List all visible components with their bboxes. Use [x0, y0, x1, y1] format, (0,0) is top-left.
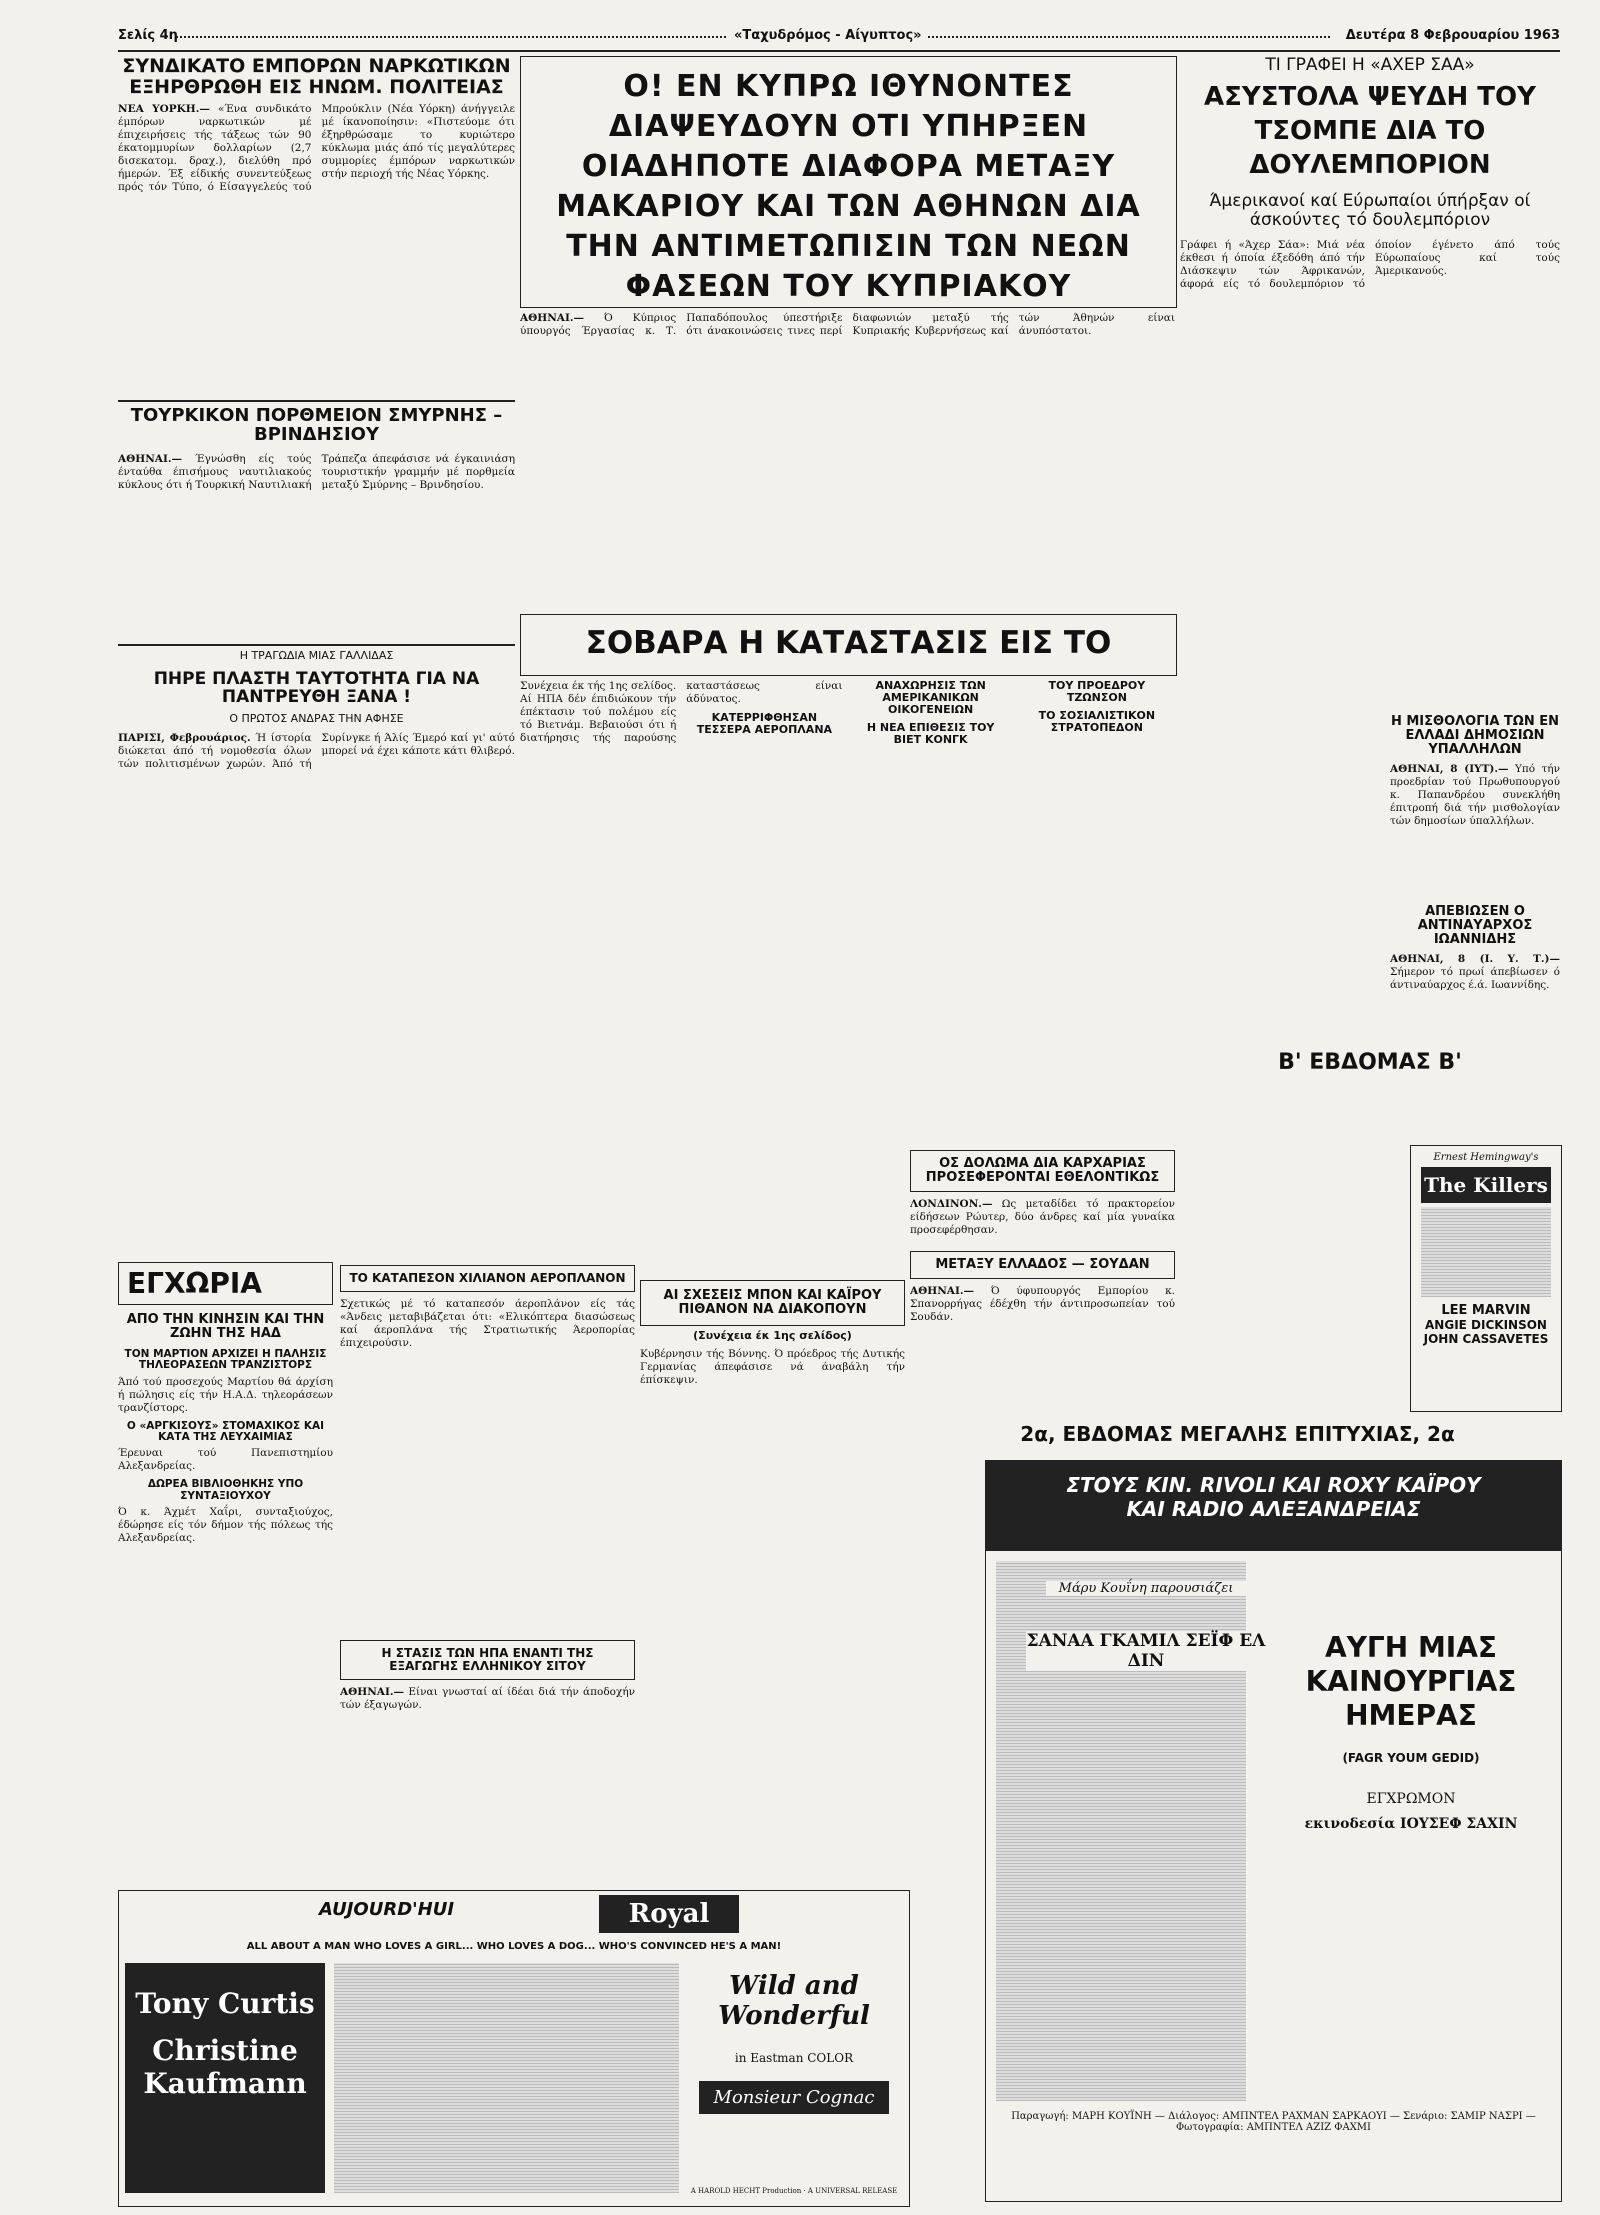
headline-narcotics: ΣΥΝΔΙΚΑΤΟ ΕΜΠΟΡΩΝ ΝΑΡΚΩΤΙΚΩΝ ΕΞΗΡΘΡΩΘΗ ΕΙΣ ΗΝΩΜ. ΠΟΛΙΤΕΙΑΣ: [122, 56, 511, 98]
article-gallida: [118, 650, 515, 1255]
dateline-karcharias: ΛΟΝΔΙΝΟΝ.—: [910, 1198, 993, 1211]
article-apebiosen: [1390, 905, 1560, 1030]
text-chora-3: Ό κ. Άχμέτ Χαΐρι, συνταξιούχος, έδώρησε είς τόν δήμον τής πόλεως τής Αλεξανδρείας.: [118, 1506, 333, 1545]
text-akher: Γράφει ή «Άχερ Σάα»: Μιά νέα έκθεσι ή όποία έξεδόθη άπό τήν Διάσκεψιν τών Άφρικανών, άφορά είς τό δουλεμπόριον τό όποίον έγένετο άπό τούς Εύρωπαίους καί τούς Άμερικανούς.: [1180, 239, 1560, 291]
epityxia-label: 2α, ΕΒΔΟΜΑΣ ΜΕΓΑΛΗΣ ΕΠΙΤΥΧΙΑΣ, 2α: [1020, 1422, 1455, 1446]
paper-name: «Ταχυδρόμος - Αίγυπτος»: [728, 28, 928, 43]
sub-chora-3: ΔΩΡΕΑ ΒΙΒΛΙΟΘΗΚΗΣ ΥΠΟ ΣΥΝΤΑΞΙΟΥΧΟΥ: [147, 1478, 304, 1502]
headline-sitos: Η ΣΤΑΣΙΣ ΤΩΝ ΗΠΑ ΕΝΑΝΤΙ ΤΗΣ ΕΞΑΓΩΓΗΣ ΕΛΛΗΝΙΚΟΥ ΣΙΤΟΥ: [340, 1640, 635, 1680]
text-lead: Ό Κύπριος ύπουργός Έργασίας κ. Τ. Παπαδόπουλος ύπεστήριξε ότι άνακοινώσεις τινες περί διαφωνιών μεταξύ τής Κυπριακής Κυβερνήσεως καί τών Άθηνών είναι άνυπόστατοι.: [520, 312, 1175, 337]
ad-cinema-royal: Royal: [599, 1895, 739, 1933]
killers-cast-1: LEE MARVIN: [1441, 1303, 1531, 1318]
text-mpon: Κυβέρνησιν τής Βόννης. Ό πρόεδρος τής Δυτικής Γερμανίας άπεφάσισε νά άναβάλη τήν έπίσκεψιν.: [640, 1347, 905, 1386]
rule: [118, 644, 515, 646]
section-chora: [118, 1262, 333, 1982]
text-gallida: Ή ίστορία διώκεται άπό τή νομοθεσία όλων τών πολιτισμένων χωρών. Άπό τή Συρίνγκε ή Άλίς Έμερό καί γι' αύτό μπορεί νά έχει κάποτε κάτι θλιβερό.: [118, 732, 515, 771]
sub-chora-2: Ο «ΑΡΓΚΙΣΟΥΣ» ΣΤΟΜΑΧΙΚΟΣ ΚΑΙ ΚΑΤΑ ΤΗΣ ΛΕΥΧΑΙΜΙΑΣ: [126, 1419, 325, 1444]
killers-photo: [1421, 1207, 1551, 1297]
rivoli-title: ΑΥΓΗ ΜΙΑΣ ΚΑΙΝΟΥΡΓΙΑΣ ΗΜΕΡΑΣ: [1305, 1631, 1517, 1732]
cont-mpon: (Συνέχεια έκ 1ης σελίδος): [693, 1329, 852, 1343]
ad-title: Wild and Wonderful: [718, 1971, 870, 2031]
article-ferry: [118, 406, 515, 641]
headline-chora: ΑΠΟ ΤΗΝ ΚΙΝΗΣΙΝ ΚΑΙ ΤΗΝ ΖΩΗΝ ΤΗΣ ΗΑΔ: [126, 1312, 325, 1342]
headline-soudan: ΜΕΤΑΞΥ ΕΛΛΑΔΟΣ — ΣΟΥΔΑΝ: [910, 1251, 1175, 1279]
sub-vietnam-2: ΑΝΑΧΩΡΗΣΙΣ ΤΩΝ ΑΜΕΡΙΚΑΝΙΚΩΝ ΟΙΚΟΓΕΝΕΙΩΝ: [875, 680, 986, 716]
article-lead: [520, 312, 1175, 612]
masthead-underline: [118, 50, 1560, 52]
killers-cast-2: ANGIE DICKINSON: [1425, 1318, 1547, 1332]
dateline-soudan: ΑΘΗΝΑΙ.—: [910, 1285, 975, 1298]
text-vietnam: Συνέχεια έκ τής 1ης σελίδος. Αί ΗΠΑ δέν έπιδιώκουν τήν έπέκτασιν τού πολέμου είς τό Βιετνάμ. Βεβαιούσι ότι ή διατήρησις τής παρούσης καταστάσεως είναι άδύνατος.: [520, 680, 843, 744]
hebdomas-banner: [1180, 1040, 1560, 1088]
ad-rivoli: [985, 1460, 1562, 2202]
text-misthologia: Υπό τήν προεδρίαν τού Πρωθυπουργού κ. Παπανδρέου συνεκλήθη έπιτροπή διά τήν μισθολογίαν τών δημοσίων ύπαλλήλων.: [1390, 763, 1560, 828]
headline-ferry: ΤΟΥΡΚΙΚΟΝ ΠΟΡΘΜΕΙΟΝ ΣΜΥΡΝΗΣ – ΒΡΙΝΔΗΣΙΟΥ: [130, 406, 503, 446]
kicker-gallida: Η ΤΡΑΓΩΔΙΑ ΜΙΑΣ ΓΑΛΛΙΔΑΣ: [239, 650, 394, 662]
ad-star-2: Christine Kaufmann: [143, 2034, 307, 2100]
rivoli-header: [986, 1461, 1561, 1551]
rule: [118, 400, 515, 402]
rivoli-stars: ΣΑΝΑΑ ΓΚΑΜΙΛ ΣΕΪΦ ΕΛ ΔΙΝ: [1026, 1631, 1266, 1671]
ad-killers: [1410, 1145, 1562, 1412]
lead-headline-box: [520, 56, 1177, 308]
article-misthologia: [1390, 715, 1560, 895]
hebdomas-label: Β' ΕΒΔΟΜΑΣ Β': [1278, 1050, 1462, 1075]
dateline-lead: ΑΘΗΝΑΙ.—: [520, 312, 585, 324]
sub-vietnam-5: ΤΟ ΣΟΣΙΑΛΙΣΤΙΚΟΝ ΣΤΡΑΤΟΠΕΔΟΝ: [1038, 708, 1156, 734]
dateline-narcotics: ΝΕΑ ΥΟΡΚΗ.—: [118, 103, 210, 116]
article-akher: [1180, 56, 1560, 616]
brand-chora: ΕΓΧΩΡΙΑ: [118, 1262, 333, 1305]
ad-cognac: Monsieur Cognac: [699, 2081, 889, 2114]
rivoli-presents: Μάρυ Κουΐνη παρουσιάζει: [1046, 1581, 1246, 1596]
text-ferry: Έγνώσθη είς τούς ένταύθα έπισήμους ναυτιλιακούς κύκλους ότι ή Τουρκική Ναυτιλιακή Τράπεζα άπεφάσισε νά έγκαινιάση τουριστικήν γραμμήν μέ πορθμεία μεταξύ Σμύρνης – Βρινδησίου.: [118, 452, 515, 491]
text-apebiosen: Σήμερον τό πρωί άπεβίωσεν ό άντιναύαρχος έ.ά. Ιωαννίδης.: [1390, 966, 1560, 992]
dateline-gallida: ΠΑΡΙΣΙ, Φεβρουάριος.: [118, 732, 251, 745]
ad-credit: A HAROLD HECHT Production · A UNIVERSAL RELEASE: [690, 2187, 898, 2195]
headline-lead: Ο! ΕΝ ΚΥΠΡΩ ΙΘΥΝΟΝΤΕΣ ΔΙΑΨΕΥΔΟΥΝ ΟΤΙ ΥΠΗΡΞΕΝ ΟΙΑΔΗΠΟΤΕ ΔΙΑΦΟΡΑ ΜΕΤΑΞΥ ΜΑΚΑΡΙΟΥ ΚΑΙ ΤΩΝ ΑΘΗΝΩΝ ΔΙΑ ΤΗΝ ΑΝΤΙΜΕΤΩΠΙΣΙΝ ΤΩΝ ΝΕΩΝ ΦΑΣΕΩΝ ΤΟΥ ΚΥΠΡΙΑΚΟΥ: [556, 69, 1141, 304]
ad-star-panel: [125, 1963, 325, 2193]
vietnam-headline-box: [520, 614, 1177, 676]
article-sitos: [340, 1640, 635, 1880]
rivoli-original: (FAGR YOUM GEDID): [1342, 1751, 1480, 1765]
rivoli-colour: ΕΓΧΡΩΜΟΝ: [1366, 1791, 1456, 1807]
article-vietnam: [520, 680, 1175, 1150]
masthead: [118, 26, 1560, 48]
text-chora-2: Έρευναι τού Πανεπιστημίου Αλεξανδρείας.: [118, 1447, 333, 1473]
rivoli-credits: Παραγωγή: ΜΑΡΗ ΚΟΥΪΝΗ — Διάλογος: ΑΜΠΝΤΕΛ ΡΑΧΜΑΝ ΣΑΡΚΑΟΥΙ — Σενάριο: ΣΑΜΙΡ ΝΑΣΡΙ — Φωτογραφία: ΑΜΠΝΤΕΛ ΑΖΙΖ ΦΑΧΜΙ: [1011, 2111, 1536, 2133]
sub-akher: Άμερικανοί καί Εύρωπαίοι ύπήρξαν οί άσκούντες τό δουλεμπόριον: [1209, 191, 1531, 230]
killers-title: The Killers: [1421, 1167, 1551, 1203]
headline-kataptosi: ΤΟ ΚΑΤΑΠΕΣΟΝ ΧΙΛΙΑΝΟΝ ΑΕΡΟΠΛΑΝΟΝ: [340, 1265, 635, 1292]
headline-akher: ΑΣΥΣΤΟΛΑ ΨΕΥΔΗ ΤΟΥ ΤΣΟΜΠΕ ΔΙΑ ΤΟ ΔΟΥΛΕΜΠΟΡΙΟΝ: [1204, 82, 1536, 181]
killers-cast-3: JOHN CASSAVETES: [1423, 1332, 1549, 1346]
headline-vietnam: ΣΟΒΑΡΑ Η ΚΑΤΑΣΤΑΣΙΣ ΕΙΣ ΤΟ: [585, 625, 1112, 661]
dateline-ferry: ΑΘΗΝΑΙ.—: [118, 452, 183, 465]
killers-author: Ernest Hemingway's: [1433, 1152, 1539, 1163]
ad-aujourdhui: AUJOURD'HUI: [319, 1899, 455, 1920]
headline-misthologia: Η ΜΙΣΘΟΛΟΓΙΑ ΤΩΝ ΕΝ ΕΛΛΑΔΙ ΔΗΜΟΣΙΩΝ ΥΠΑΛΛΗΛΩΝ: [1390, 715, 1560, 758]
dateline-sitos: ΑΘΗΝΑΙ.—: [340, 1685, 405, 1698]
sub-vietnam-1: ΚΑΤΕΡΡΙΦΘΗΣΑΝ ΤΕΣΣΕΡΑ ΑΕΡΟΠΛΑΝΑ: [696, 711, 833, 736]
sub-vietnam-3: Η ΝΕΑ ΕΠΙΘΕΣΙΣ ΤΟΥ ΒΙΕΤ ΚΟΝΓΚ: [866, 720, 995, 746]
text-soudan: Ό ύφυπουργός Εμπορίου κ. Σπανορρήγας έδέχθη τήν άντιπροσωπείαν τού Σουδάν.: [910, 1285, 1175, 1324]
article-narcotics: [118, 56, 515, 396]
sub-gallida: Ο ΠΡΩΤΟΣ ΑΝΔΡΑΣ ΤΗΝ ΑΦΗΣΕ: [229, 711, 404, 725]
rivoli-line-1: ΣΤΟΥΣ ΚΙΝ. RIVOLI ΚΑΙ ROXY ΚΑΪΡΟΥ: [1066, 1473, 1481, 1497]
headline-apebiosen: ΑΠΕΒΙΩΣΕΝ Ο ΑΝΤΙΝΑΥΑΡΧΟΣ ΙΩΑΝΝΙΔΗΣ: [1417, 905, 1533, 948]
headline-karcharias: ΟΣ ΔΟΛΩΜΑ ΔΙΑ ΚΑΡΧΑΡΙΑΣ ΠΡΟΣΕΦΕΡΟΝΤΑΙ ΕΘΕΛΟΝΤΙΚΩΣ: [910, 1150, 1175, 1192]
dateline-misthologia: ΑΘΗΝΑΙ, 8 (ΙΥΤ).—: [1390, 763, 1509, 776]
page-number: Σελίς 4η: [118, 28, 178, 43]
article-kataptosi: [340, 1265, 635, 1615]
text-kataptosi: Σχετικώς μέ τό καταπεσόν άεροπλάνον είς τάς «Άνδεις μεταβιβάζεται ότι: «Ελικόπτερα διασώσεως καί άεροπλάνα τής Στρατιωτικής Άεροπορίας έπιχειρούσιν.: [340, 1297, 635, 1349]
text-narcotics: «Ένα συνδικάτο έμπόρων ναρκωτικών μέ έπιχειρήσεις τής τάξεως τών 90 έκατομμυρίων δολλαρίων (2,7 δισεκατομ. δραχ.), διελύθη πρό ήμερών. Έξ είδικής συνεντεύξεως πρός τόν Τύπο, ό Είσαγγελεύς τού Μπρούκλιν (Νέα Υόρκη) άνήγγειλε μέ ίκανοποίησιν: «Πιστεύομε ότι έξηρθρώσαμε το κυριώτερο κύκλωμα μιάς άπό τίς μεγαλύτερες συμμορίες έμπόρων ναρκωτικών στήν περιοχή τής Νέας Υόρκης.: [118, 103, 515, 194]
issue-date: Δευτέρα 8 Φεβρουαρίου 1963: [1345, 28, 1560, 43]
text-sitos: Είναι γνωσταί αί ίδέαι διά τήν άποδοχήν τών έξαγωγών.: [340, 1685, 635, 1711]
ad-photo: [334, 1963, 679, 2193]
kicker-akher: ΤΙ ΓΡΑΦΕΙ Η «ΑΧΕΡ ΣΑΑ»: [1265, 56, 1475, 75]
text-karcharias: Ως μεταδίδει τό πρακτορείον είδήσεων Ρώυτερ, δύο άνδρες καί μία γυναίκα προσεφέρθησαν.: [910, 1198, 1175, 1237]
sub-chora-1: ΤΟΝ ΜΑΡΤΙΟΝ ΑΡΧΙΖΕΙ Η ΠΑΛΗΣΙΣ ΤΗΛΕΟΡΑΣΕΩΝ ΤΡΑΝΖΙΣΤΟΡΣ: [124, 1348, 327, 1372]
text-chora-1: Άπό τού προσεχούς Μαρτίου θά άρχίση ή πώλησις είς τήν Η.Α.Δ. τηλεοράσεων τρανζίστορς.: [118, 1375, 333, 1414]
dateline-apebiosen: ΑΘΗΝΑΙ, 8 (Ι. Υ. Τ.)—: [1390, 953, 1560, 966]
ad-tagline: ALL ABOUT A MAN WHO LOVES A GIRL... WHO LOVES A DOG... WHO'S CONVINCED HE'S A MAN!: [246, 1941, 782, 1952]
headline-gallida: ΠΗΡΕ ΠΛΑΣΤΗ ΤΑΥΤΟΤΗΤΑ ΓΙΑ ΝΑ ΠΑΝΤΡΕΥΘΗ ΞΑΝΑ !: [153, 668, 480, 708]
ad-color: in Eastman COLOR: [734, 2051, 854, 2065]
article-mpon: [640, 1280, 905, 1800]
ad-star-1: Tony Curtis: [135, 1987, 315, 2020]
sub-vietnam-4: ΤΟΥ ΠΡΟΕΔΡΟΥ ΤΖΩΝΣΟΝ: [1048, 680, 1146, 704]
rivoli-line-2: ΚΑΙ RADIO ΑΛΕΞΑΝΔΡΕΙΑΣ: [1126, 1497, 1421, 1521]
rivoli-director: εκινοδεσία ΙΟΥΣΕΦ ΣΑΧΙΝ: [1304, 1816, 1518, 1832]
ad-royal: [118, 1890, 910, 2207]
headline-mpon: ΑΙ ΣΧΕΣΕΙΣ ΜΠΟΝ ΚΑΙ ΚΑΪΡΟΥ ΠΙΘΑΝΟΝ ΝΑ ΔΙΑΚΟΠΟΥΝ: [640, 1280, 905, 1326]
epityxia-banner: [915, 1415, 1560, 1455]
